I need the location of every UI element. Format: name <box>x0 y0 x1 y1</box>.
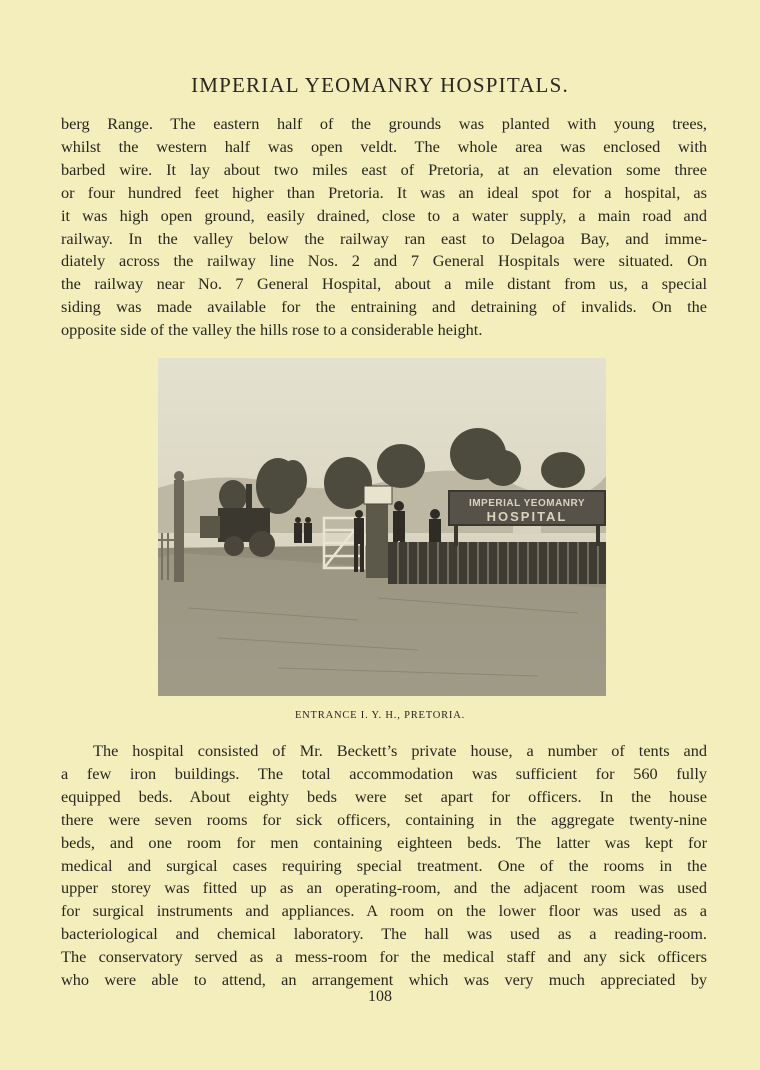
text-line: opposite side of the valley the hills rose to a considerable height. <box>61 320 483 340</box>
paragraph-1 <box>61 113 707 342</box>
text-line: whilst the western half was open veldt. The whole area was enclosed with <box>61 136 707 156</box>
text-line: it was high open ground, easily drained, close to a water supply, a main road and <box>61 205 707 225</box>
text-line: for surgical instruments and appliances. A room on the lower floor was used as a <box>61 901 707 921</box>
text-line: railway. In the valley below the railway ran east to Delagoa Bay, and imme- <box>61 228 707 248</box>
running-head: IMPERIAL YEOMANRY HOSPITALS. <box>191 73 569 97</box>
photo-sign-line2: HOSPITAL <box>486 509 568 524</box>
page-number: 108 <box>368 988 392 1005</box>
text-line: The hospital consisted of Mr. Beckett’s private house, a number of tents and <box>93 741 707 760</box>
text-line: siding was made available for the entraining and detraining of invalids. On the <box>61 297 707 317</box>
text-line: a few iron buildings. The total accommodation was sufficient for 560 fully <box>61 763 707 783</box>
text-line: barbed wire. It lay about two miles east of Pretoria, at an elevation some three <box>61 159 707 179</box>
text-line: beds, and one room for men containing eighteen beds. The latter was kept for <box>61 832 707 852</box>
text-line: or four hundred feet higher than Pretoria. It was an ideal spot for a hospital, as <box>61 182 707 202</box>
text-line: bacteriological and chemical laboratory. The hall was used as a reading-room. <box>61 924 707 944</box>
photograph-hospital-entrance <box>158 358 606 696</box>
text-line: medical and surgical cases requiring special treatment. One of the rooms in the <box>61 855 707 875</box>
paragraph-2 <box>61 740 707 992</box>
text-line: the railway near No. 7 General Hospital, about a mile distant from us, a special <box>61 274 707 294</box>
text-line: upper storey was fitted up as an operating-room, and the adjacent room was used <box>61 878 707 898</box>
photo-sign-line1: IMPERIAL YEOMANRY <box>468 498 586 509</box>
text-line: there were seven rooms for sick officers, containing in the aggregate twenty-nine <box>61 809 707 829</box>
photo-caption: ENTRANCE I. Y. H., PRETORIA. <box>294 710 466 721</box>
text-line: berg Range. The eastern half of the grounds was planted with young trees, <box>61 114 707 133</box>
text-line: equipped beds. About eighty beds were set apart for officers. In the house <box>61 786 707 806</box>
text-line: who were able to attend, an arrangement which was very much appreciated by <box>61 970 707 990</box>
text-line: diately across the railway line Nos. 2 and 7 General Hospitals were situated. On <box>61 251 707 271</box>
text-line: The conservatory served as a mess-room for the medical staff and any sick officers <box>61 947 707 967</box>
